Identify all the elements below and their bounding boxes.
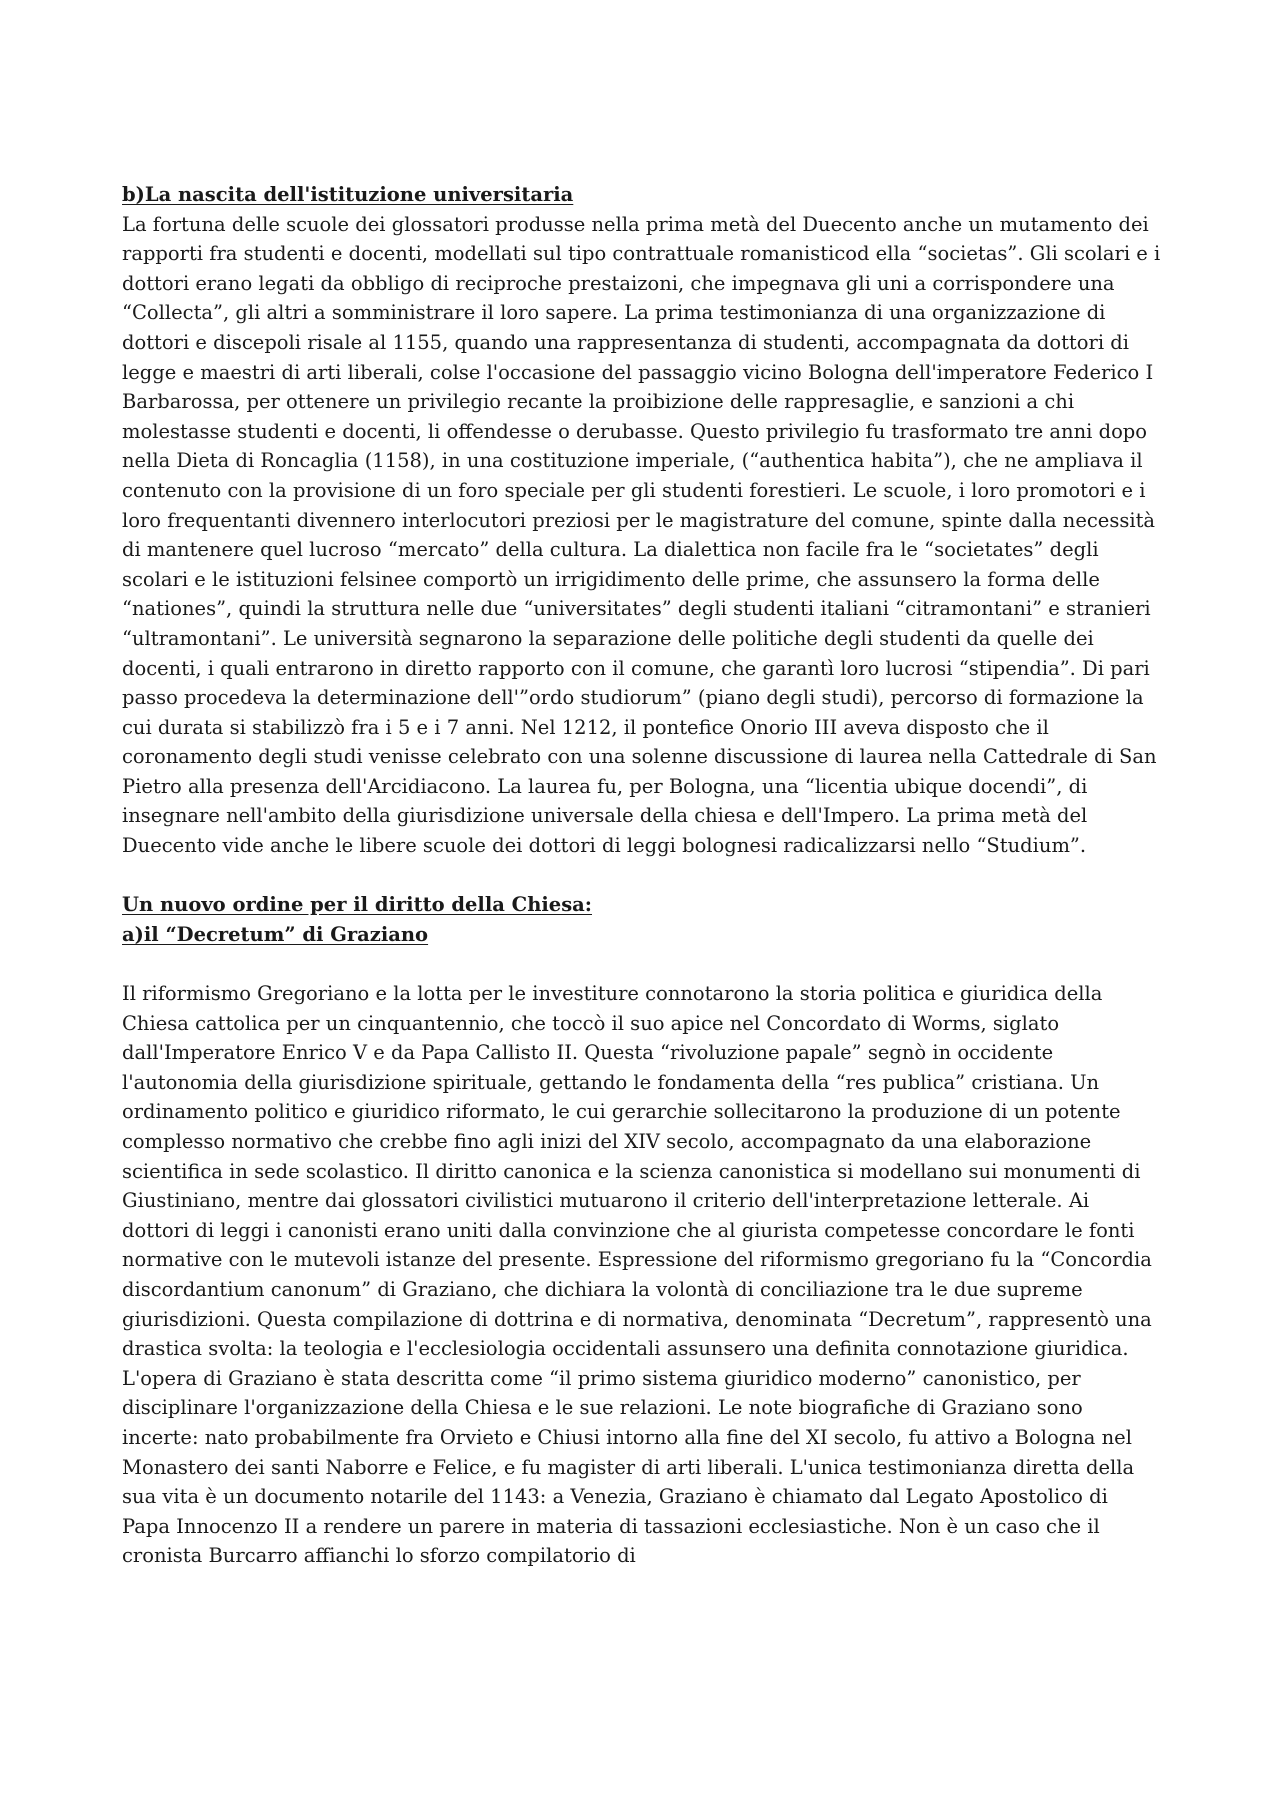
section-heading-university: b)La nascita dell'istituzione universitaria — [122, 183, 574, 206]
paragraph-university: La fortuna delle scuole dei glossatori produsse nella prima metà del Duecento anche un mutamento dei rapporti fra studenti e docenti, modellati sul tipo contrattuale romanisticod ella “societas”. Gli scolari e i dottori erano legati da obbligo di reciproche prestaizoni, che impegnava gli uni a corrispondere una “Collecta”, gli altri a somministrare il loro sapere. La prima testimonianza di una organizzazione di dottori e discepoli risale al 1155, quando una rappresentanza di studenti, accompagnata da dottori di legge e maestri di arti liberali, colse l'occasione del passaggio vicino Bologna dell'imperatore Federico I Barbarossa, per ottenere un privilegio recante la proibizione delle rappresaglie, e sanzioni a chi molestasse studenti e docenti, li offendesse o derubasse. Questo privilegio fu trasformato tre anni dopo nella Dieta di Roncaglia (1158), in una costituzione imperiale, (“authentica habita”), che ne ampliava il contenuto con la provisione di un foro speciale per gli studenti forestieri. Le scuole, i loro promotori e i loro frequentanti divennero interlocutori preziosi per le magistrature del comune, spinte dalla necessità di mantenere quel lucroso “mercato” della cultura. La dialettica non facile fra le “societates” degli scolari e le istituzioni felsinee comportò un irrigidimento delle prime, che assunsero la forma delle “nationes”, quindi la struttura nelle due “universitates” degli studenti italiani “citramontani” e stranieri “ultramontani”. Le università segnarono la separazione delle politiche degli studenti da quelle dei docenti, i quali entrarono in diretto rapporto con il comune, che garantì loro lucrosi “stipendia”. Di pari passo procedeva la determinazione dell'”ordo studiorum” (piano degli studi), percorso di formazione la cui durata si stabilizzò fra i 5 e i 7 anni. Nel 1212, il pontefice Onorio III aveva disposto che il coronamento degli studi venisse celebrato con una solenne discussione di laurea nella Cattedrale di San Pietro alla presenza dell'Arcidiacono. La laurea fu, per Bologna, una “licentia ubique docendi”, di insegnare nell'ambito della giurisdizione universale della chiesa e dell'Impero. La prima metà del Duecento vide anche le libere scuole dei dottori di leggi bolognesi radicalizzarsi nello “Studium”. — [122, 212, 1161, 858]
paragraph-decretum: Il riformismo Gregoriano e la lotta per le investiture connotarono la storia politica e giuridica della Chiesa cattolica per un cinquantennio, che toccò il suo apice nel Concordato di Worms, siglato dall'Imperatore Enrico V e da Papa Callisto II. Questa “rivoluzione papale” segnò in occidente l'autonomia della giurisdizione spirituale, gettando le fondamenta della “res publica” cristiana. Un ordinamento politico e giuridico riformato, le cui gerarchie sollecitarono la produzione di un potente complesso normativo che crebbe fino agli inizi del XIV secolo, accompagnato da una elaborazione scientifica in sede scolastico. Il diritto canonica e la scienza canonistica si modellano sui monumenti di Giustiniano, mentre dai glossatori civilistici mutuarono il criterio dell'interpretazione letterale. Ai dottori di leggi i canonisti erano uniti dalla convinzione che al giurista competesse concordare le fonti normative con le mutevoli istanze del presente. Espressione del riformismo gregoriano fu la “Concordia discordantium canonum” di Graziano, che dichiara la volontà di conciliazione tra le due supreme giurisdizioni. Questa compilazione di dottrina e di normativa, denominata “Decretum”, rappresentò una drastica svolta: la teologia e l'ecclesiologia occidentali assunsero una definita connotazione giuridica. L'opera di Graziano è stata descritta come “il primo sistema giuridico moderno” canonistico, per disciplinare l'organizzazione della Chiesa e le sue relazioni. Le note biografiche di Graziano sono incerte: nato probabilmente fra Orvieto e Chiusi intorno alla fine del XI secolo, fu attivo a Bologna nel Monastero dei santi Naborre e Felice, e fu magister di arti liberali. L'unica testimonianza diretta della sua vita è un documento notarile del 1143: a Venezia, Graziano è chiamato dal Legato Apostolico di Papa Innocenzo II a rendere un parere in materia di tassazioni ecclesiastiche. Non è un caso che il cronista Burcarro affianchi lo sforzo compilatorio di — [122, 982, 1152, 1568]
document-page — [122, 180, 1162, 1571]
section-subheading-decretum: a)il “Decretum” di Graziano — [122, 922, 429, 946]
paragraph-spacer — [122, 949, 1162, 979]
section-heading-church-law: Un nuovo ordine per il diritto della Chiesa: — [122, 893, 592, 917]
paragraph-spacer — [122, 861, 1162, 891]
